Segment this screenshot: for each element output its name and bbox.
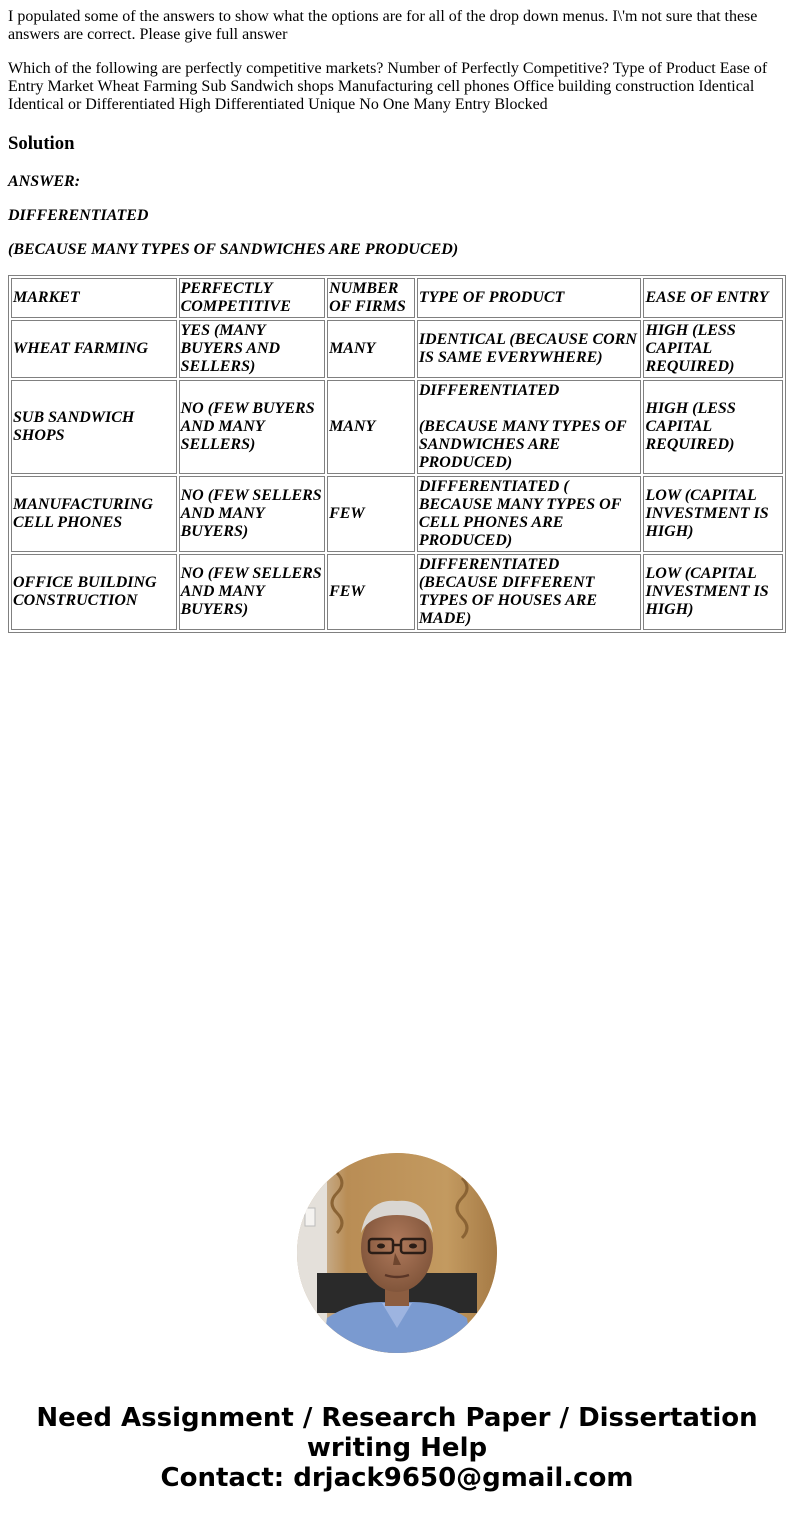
question-text: Which of the following are perfectly competitive markets? Number of Perfectly Competitive? Type of Product Ease of Entry Market Wheat Farming Sub Sandwich shops Manufacturing cell phones Office building construction Identical Identical or Differentiated High Differentiated Unique No One Many Entry Blocked bbox=[8, 60, 768, 113]
cell-ease-of-entry: HIGH (LESS CAPITAL REQUIRED) bbox=[643, 320, 783, 378]
table-row bbox=[11, 554, 783, 630]
cell-perfectly-competitive: NO (FEW SELLERS AND MANY BUYERS) bbox=[179, 476, 325, 552]
cell-market: OFFICE BUILDING CONSTRUCTION bbox=[11, 554, 177, 630]
cell-number-of-firms: MANY bbox=[327, 320, 415, 378]
header-cell-perfectly-competitive: PERFECTLY COMPETITIVE bbox=[179, 278, 325, 318]
header-cell-ease-of-entry: EASE OF ENTRY bbox=[643, 278, 783, 318]
cell-type-of-product: DIFFERENTIATED (BECAUSE DIFFERENT TYPES OF HOUSES ARE MADE) bbox=[417, 554, 642, 630]
solution-heading: Solution bbox=[8, 133, 75, 154]
cell-market: MANUFACTURING CELL PHONES bbox=[11, 476, 177, 552]
cell-ease-of-entry: LOW (CAPITAL INVESTMENT IS HIGH) bbox=[643, 554, 783, 630]
table-row bbox=[11, 320, 783, 378]
cell-perfectly-competitive: NO (FEW SELLERS AND MANY BUYERS) bbox=[179, 554, 325, 630]
table-row bbox=[11, 476, 783, 552]
footer-contact-text: Contact: drjack9650@gmail.com bbox=[160, 1463, 634, 1493]
cell-ease-of-entry: LOW (CAPITAL INVESTMENT IS HIGH) bbox=[643, 476, 783, 552]
header-cell-market: MARKET bbox=[11, 278, 177, 318]
cell-number-of-firms: FEW bbox=[327, 554, 415, 630]
author-avatar bbox=[297, 1153, 497, 1353]
cell-number-of-firms: MANY bbox=[327, 380, 415, 474]
header-cell-number-of-firms: NUMBER OF FIRMS bbox=[327, 278, 415, 318]
cell-type-of-product bbox=[417, 380, 642, 474]
table-row bbox=[11, 380, 783, 474]
footer-banner bbox=[0, 1403, 794, 1493]
market-table bbox=[8, 275, 786, 633]
answer-value: DIFFERENTIATED bbox=[8, 207, 149, 224]
cell-spacer bbox=[419, 400, 640, 418]
cell-number-of-firms: FEW bbox=[327, 476, 415, 552]
answer-label: ANSWER: bbox=[8, 173, 81, 190]
footer-help-text: Need Assignment / Research Paper / Dissertation writing Help bbox=[36, 1403, 758, 1463]
answer-reason: (BECAUSE MANY TYPES OF SANDWICHES ARE PRODUCED) bbox=[8, 241, 459, 258]
cell-perfectly-competitive: NO (FEW BUYERS AND MANY SELLERS) bbox=[179, 380, 325, 474]
cell-market: SUB SANDWICH SHOPS bbox=[11, 380, 177, 474]
header-cell-type-of-product: TYPE OF PRODUCT bbox=[417, 278, 642, 318]
cell-market: WHEAT FARMING bbox=[11, 320, 177, 378]
question-intro: I populated some of the answers to show what the options are for all of the drop down menus. I\'m not sure that these answers are correct. Please give full answer bbox=[8, 8, 758, 43]
author-photo bbox=[297, 1153, 497, 1353]
cell-type-of-product: DIFFERENTIATED ( BECAUSE MANY TYPES OF CELL PHONES ARE PRODUCED) bbox=[417, 476, 642, 552]
cell-type-of-product-value: DIFFERENTIATED bbox=[418, 382, 560, 399]
cell-type-of-product: IDENTICAL (BECAUSE CORN IS SAME EVERYWHERE) bbox=[417, 320, 642, 378]
cell-perfectly-competitive: YES (MANY BUYERS AND SELLERS) bbox=[179, 320, 325, 378]
table-header-row bbox=[11, 278, 783, 318]
cell-ease-of-entry: HIGH (LESS CAPITAL REQUIRED) bbox=[643, 380, 783, 474]
cell-type-of-product-reason: (BECAUSE MANY TYPES OF SANDWICHES ARE PRODUCED) bbox=[418, 418, 627, 471]
